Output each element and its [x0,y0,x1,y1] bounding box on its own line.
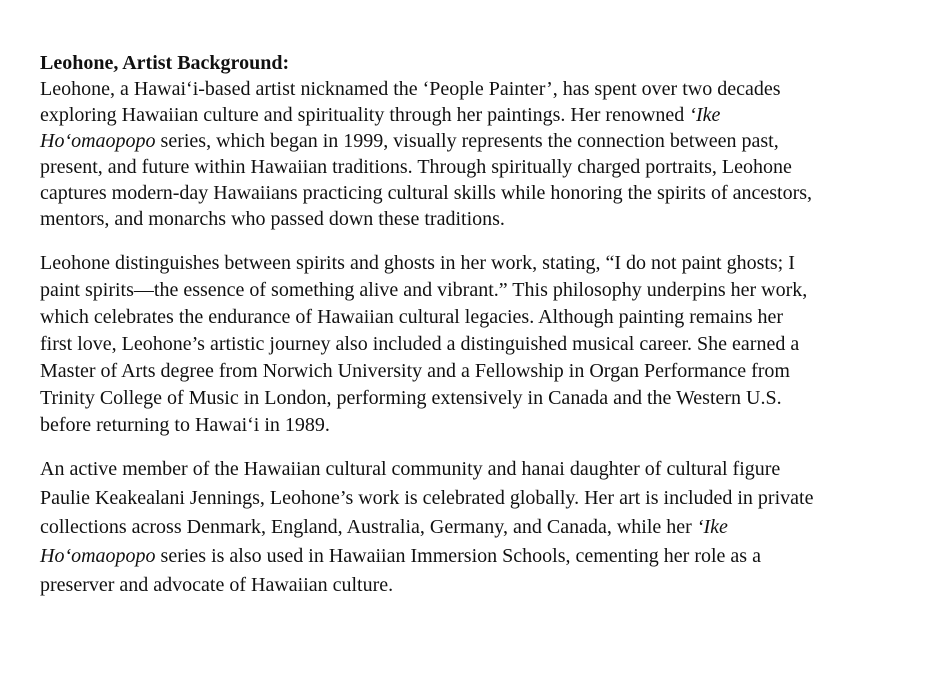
paragraph-line [40,542,920,571]
paragraph-line [40,571,920,600]
paragraph-line: Leohone distinguishes between spirits and ghosts in her work, stating, “I do not paint ghosts; I [40,252,795,274]
text-span: An active member of the Hawaiian cultural community and hanai daughter of cultural figure [40,458,781,480]
paragraph-line [40,128,920,154]
paragraph-spirits-and-music [40,250,920,439]
series-title-italic: Ho‘omaopopo [40,130,156,152]
paragraph-line: Master of Arts degree from Norwich University and a Fellowship in Organ Performance from [40,360,790,382]
document-heading: Leohone, Artist Background: [40,52,290,74]
text-span: collections across Denmark, England, Australia, Germany, and Canada, while her [40,516,697,538]
paragraph-line [40,513,920,542]
text-span: Paulie Keakealani Jennings, Leohone’s work is celebrated globally. Her art is included in private [40,487,814,509]
series-title-italic: ‘Ike [689,104,721,126]
paragraph-line [40,484,920,513]
paragraph-line [40,154,920,180]
paragraph-line: before returning to Hawai‘i in 1989. [40,414,330,436]
series-title-italic: ‘Ike [696,516,728,538]
paragraph-line [40,76,920,102]
paragraph-line: first love, Leohone’s artistic journey also included a distinguished musical career. She earned a [40,333,800,355]
paragraph-line [40,206,920,232]
paragraph-line: paint spirits—the essence of something alive and vibrant.” This philosophy underpins her work, [40,279,808,301]
text-span: series, which began in 1999, visually represents the connection between past, [155,130,779,152]
document-body [40,50,920,600]
text-span: series is also used in Hawaiian Immersion Schools, cementing her role as a [155,545,761,567]
paragraph-line [40,180,920,206]
text-span: captures modern-day Hawaiians practicing cultural skills while honoring the spirits of ancestors, [40,182,813,204]
paragraph-line: which celebrates the endurance of Hawaiian cultural legacies. Although painting remains her [40,306,784,328]
text-span: Leohone, a Hawai‘i-based artist nicknamed the ‘People Painter’, has spent over two decades [40,78,781,100]
text-span: exploring Hawaiian culture and spirituality through her paintings. Her renowned [40,104,690,126]
text-span: present, and future within Hawaiian traditions. Through spiritually charged portraits, Leohone [40,156,792,178]
paragraph-line: Trinity College of Music in London, performing extensively in Canada and the Western U.S. [40,387,782,409]
text-span: mentors, and monarchs who passed down these traditions. [40,208,505,230]
paragraph-community [40,455,920,600]
paragraph-artist-intro [40,76,920,232]
series-title-italic: Ho‘omaopopo [40,545,156,567]
text-span: preserver and advocate of Hawaiian culture. [40,574,394,596]
paragraph-line [40,102,920,128]
paragraph-line [40,455,920,484]
